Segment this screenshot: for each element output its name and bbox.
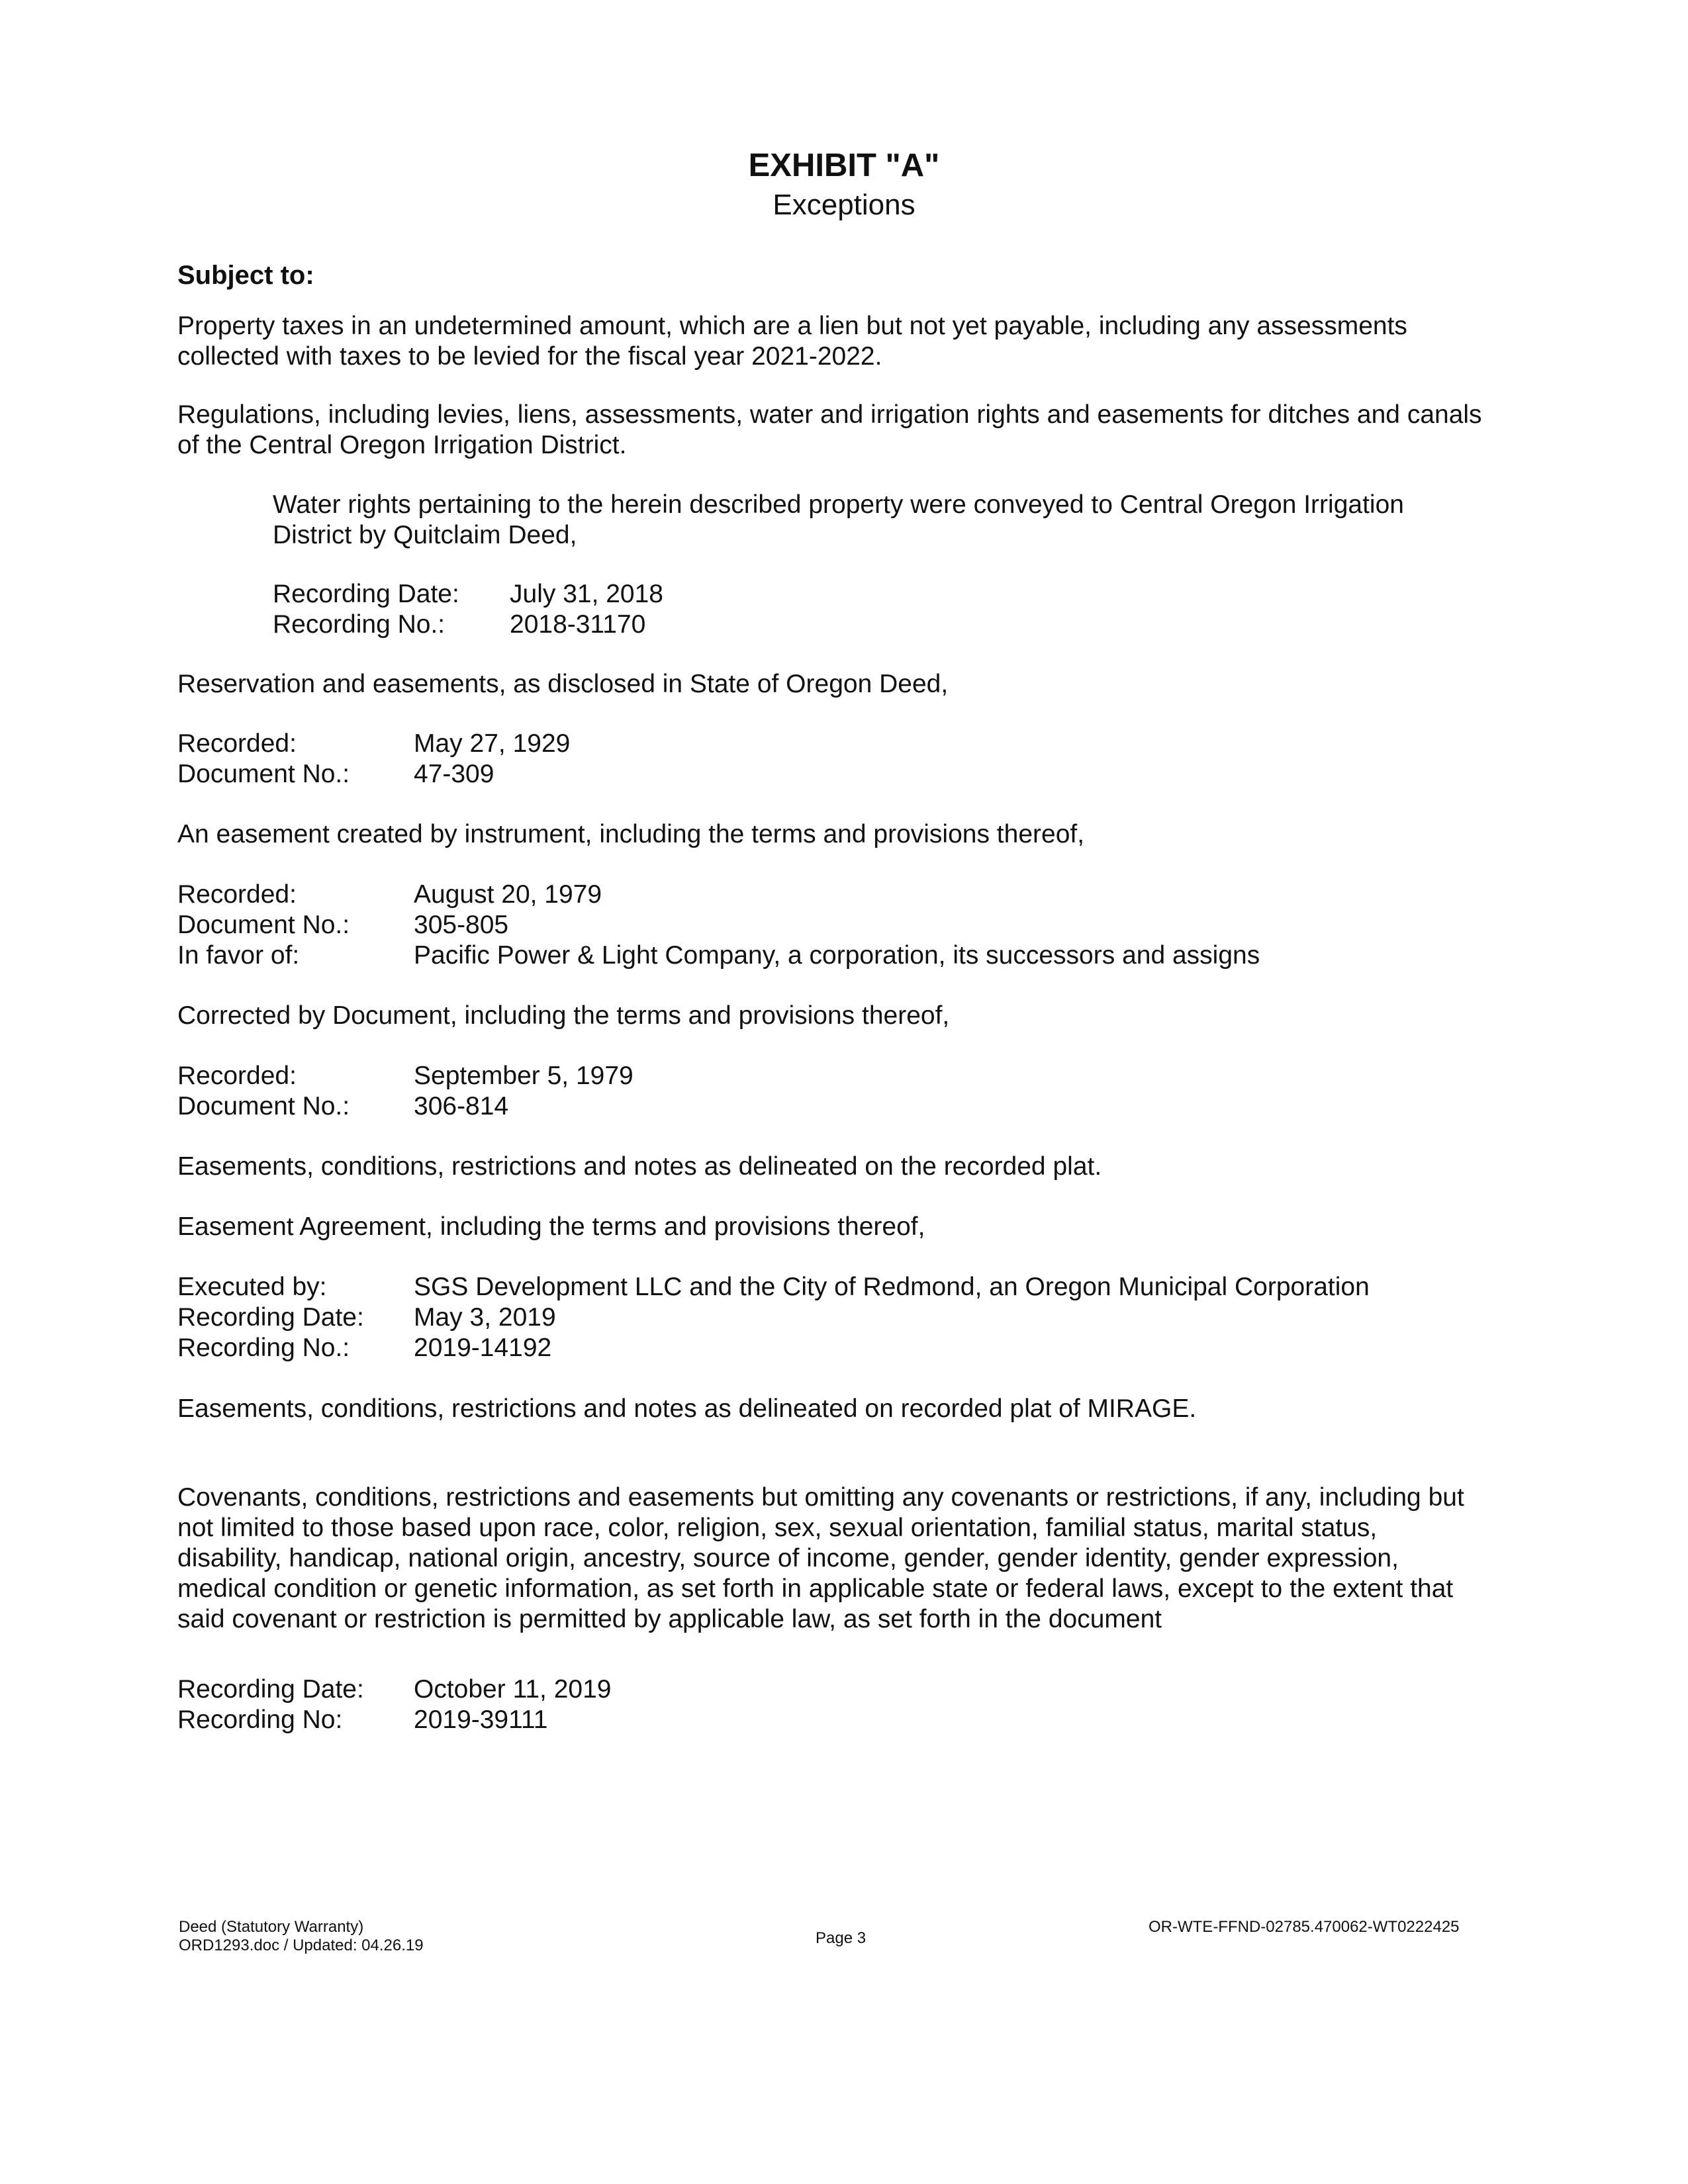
record-value: May 3, 2019 [414,1303,556,1332]
record-label: Recording No.: [273,610,445,639]
record-value: 2019-39111 [414,1706,548,1734]
paragraph-line: An easement created by instrument, including the terms and provisions thereof, [177,820,1085,848]
record-value: May 27, 1929 [414,729,571,758]
record-value: 306-814 [414,1092,509,1120]
paragraph-line: said covenant or restriction is permitted by applicable law, as set forth in the document [177,1605,1162,1633]
paragraph-line: medical condition or genetic information, as set forth in applicable state or federal laws, except to the extent that [177,1574,1454,1603]
paragraph-line: Easements, conditions, restrictions and notes as delineated on the recorded plat. [177,1152,1102,1181]
record-label: Recorded: [177,729,297,758]
paragraph-line: Easements, conditions, restrictions and notes as delineated on recorded plat of MIRAGE. [177,1394,1197,1423]
paragraph-line: District by Quitclaim Deed, [273,521,577,549]
paragraph-line: Reservation and easements, as disclosed in State of Oregon Deed, [177,670,949,698]
record-value: 305-805 [414,911,509,939]
footer-order-number: OR-WTE-FFND-02785.470062-WT0222425 [1149,1918,1460,1936]
record-label: Executed by: [177,1273,327,1301]
paragraph-line: Covenants, conditions, restrictions and easements but omitting any covenants or restrictions, if any, including but [177,1483,1464,1512]
footer-form-version: ORD1293.doc / Updated: 04.26.19 [179,1936,424,1954]
record-label: Recording Date: [273,580,459,608]
record-label: Document No.: [177,1092,350,1120]
paragraph-line: Corrected by Document, including the terms and provisions thereof, [177,1001,950,1030]
record-label: Document No.: [177,760,350,788]
footer-form-name: Deed (Statutory Warranty) [179,1918,364,1936]
record-value: October 11, 2019 [414,1675,612,1704]
paragraph-line: Easement Agreement, including the terms and provisions thereof, [177,1212,925,1241]
paragraph-line: Property taxes in an undetermined amount, which are a lien but not yet payable, including any assessments [177,312,1407,340]
subject-to-heading: Subject to: [177,261,314,290]
paragraph-line: not limited to those based upon race, color, religion, sex, sexual orientation, familial status, marital status, [177,1514,1378,1542]
exhibit-title: EXHIBIT "A" [748,148,940,183]
record-label: Recorded: [177,1062,297,1090]
record-value: August 20, 1979 [414,880,602,909]
record-label: Recording Date: [177,1303,364,1332]
record-label: Recording No: [177,1706,343,1734]
paragraph-line: Regulations, including levies, liens, assessments, water and irrigation rights and easements for ditches and canals [177,400,1482,429]
exhibit-subtitle: Exceptions [773,189,915,221]
paragraph-line: Water rights pertaining to the herein described property were conveyed to Central Oregon Irrigation [273,490,1404,519]
record-label: Document No.: [177,911,350,939]
record-label: Recording Date: [177,1675,364,1704]
record-value: 2018-31170 [510,610,646,639]
paragraph-line: disability, handicap, national origin, ancestry, source of income, gender, gender identity, gender expression, [177,1544,1399,1572]
paragraph-line: of the Central Oregon Irrigation District. [177,431,627,459]
record-label: In favor of: [177,941,300,970]
record-value: Pacific Power & Light Company, a corporation, its successors and assigns [414,941,1260,970]
record-value: July 31, 2018 [510,580,664,608]
record-label: Recording No.: [177,1334,350,1362]
record-value: 2019-14192 [414,1334,552,1362]
record-label: Recorded: [177,880,297,909]
record-value: SGS Development LLC and the City of Redmond, an Oregon Municipal Corporation [414,1273,1370,1301]
record-value: September 5, 1979 [414,1062,633,1090]
record-value: 47-309 [414,760,494,788]
footer-page-number: Page 3 [816,1929,867,1947]
paragraph-line: collected with taxes to be levied for the fiscal year 2021-2022. [177,342,882,371]
